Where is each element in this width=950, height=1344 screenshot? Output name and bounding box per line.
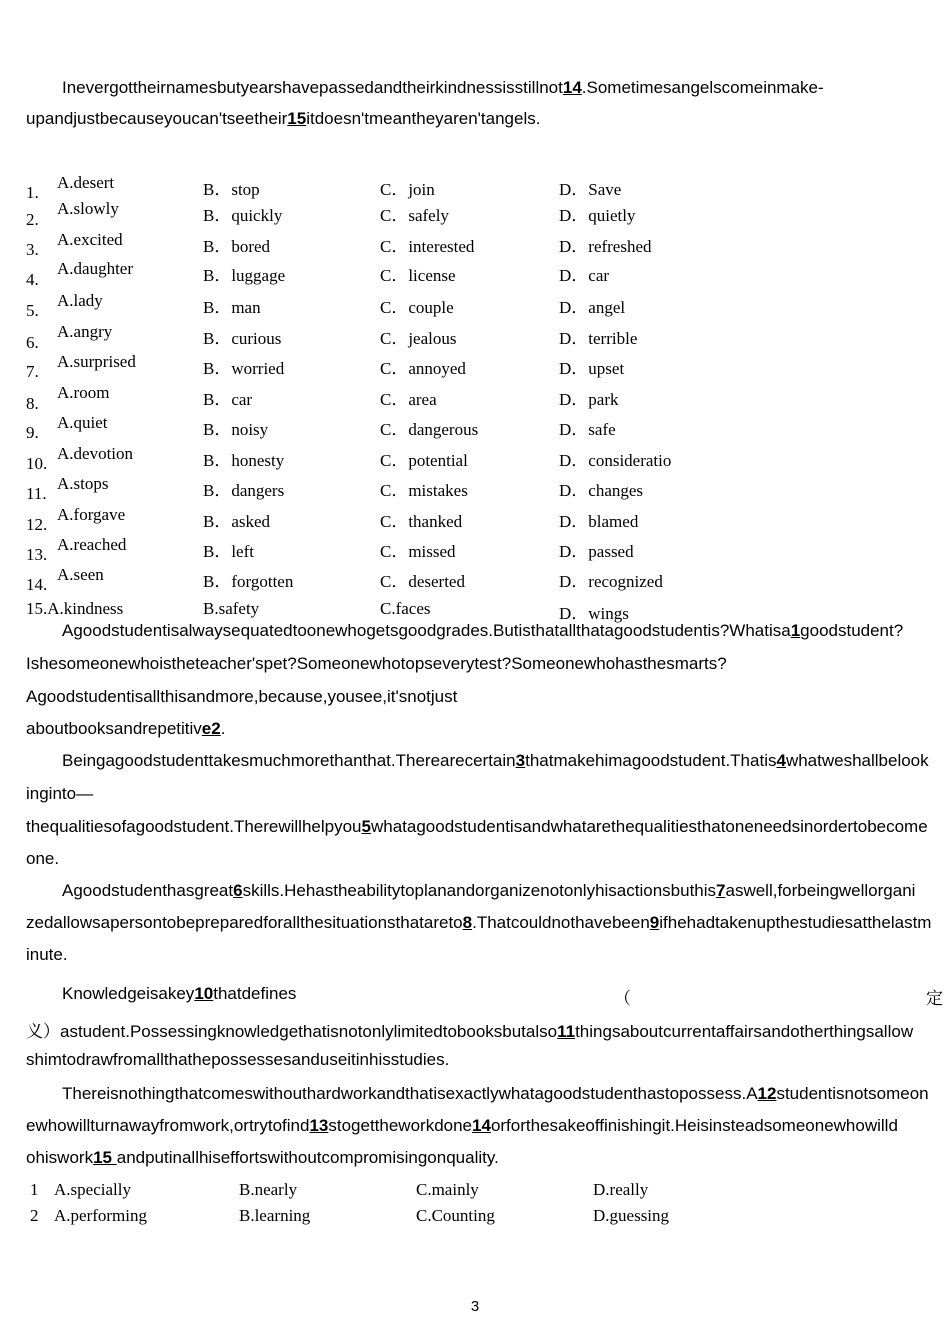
question-number: 2 <box>30 1206 39 1225</box>
option-d[interactable]: D．car <box>559 266 610 285</box>
option-b[interactable]: B．noisy <box>203 420 269 439</box>
option-a[interactable]: A.desert <box>57 173 115 192</box>
option-c[interactable]: C．annoyed <box>380 359 466 378</box>
passage2-p5-line2: ewhowillturnawayfromwork,ortrytofind13stogettheworkdone14orforthesakeoffinishingit.Heisinsteadsomeonewhowilld <box>26 1116 898 1135</box>
option-d[interactable]: D．upset <box>559 359 625 378</box>
option-b[interactable]: B．worried <box>203 359 285 378</box>
question-number: 1. <box>26 183 39 202</box>
option-b[interactable]: B．curious <box>203 329 282 348</box>
option-d[interactable]: D.really <box>593 1180 649 1199</box>
blank-12[interactable]: 12 <box>757 1084 777 1103</box>
option-c[interactable]: C．area <box>380 390 437 409</box>
option-b[interactable]: B．quickly <box>203 206 283 225</box>
option-d[interactable]: D．recognized <box>559 572 663 591</box>
question-row-7 <box>0 352 950 381</box>
question-row-13 <box>0 535 950 559</box>
blank-11[interactable]: 11 <box>557 1022 576 1041</box>
passage2-p1-line4: aboutbooksandrepetitive2. <box>26 719 226 738</box>
option-b[interactable]: B．dangers <box>203 481 285 500</box>
blank-9[interactable]: 9 <box>649 913 660 932</box>
passage2-p4-line1: Knowledgeisakey10thatdefines <box>62 984 297 1003</box>
chinese-ding: 定 <box>926 989 943 1008</box>
question-row-9 <box>0 413 950 442</box>
option-d[interactable]: D．angel <box>559 298 626 317</box>
option-a[interactable]: A.forgave <box>57 505 126 524</box>
option-c[interactable]: C.Counting <box>416 1206 495 1225</box>
passage2-p1-line1: Agoodstudentisalwaysequatedtoonewhogetsgoodgrades.Butisthatallthatagoodstudentis?Whatisa1goodstudent? <box>62 621 904 640</box>
option-a[interactable]: A.quiet <box>57 413 108 432</box>
option-c[interactable]: C.mainly <box>416 1180 479 1199</box>
question-number: 4. <box>26 270 39 289</box>
passage2-p1-line2: Ishesomeonewhoistheteacher'spet?Someonewhotopseverytest?Someonewhohasthesmarts? <box>26 654 727 673</box>
option-c[interactable]: C．missed <box>380 542 456 561</box>
passage1-line1: Inevergottheirnamesbutyearshavepassedandtheirkindnessisstillnot14.Sometimesangelscomeinmake- <box>62 78 824 97</box>
blank-14[interactable]: 14 <box>472 1116 491 1135</box>
question-number: 12. <box>26 515 48 531</box>
question-row-3 <box>0 230 950 259</box>
blank-13[interactable]: 13 <box>309 1116 329 1135</box>
option-d[interactable]: D．changes <box>559 481 644 500</box>
passage2-p3-line1: Agoodstudenthasgreat6skills.Hehastheabilitytoplanandorganizenotonlyhisactionsbuthis7aswell,forbeingwellorgani <box>62 881 916 900</box>
question-15-a[interactable]: 15.A.kindness <box>26 599 124 618</box>
question-row-5 <box>0 291 950 320</box>
option-d[interactable]: D．park <box>559 390 619 409</box>
option-b[interactable]: B．honesty <box>203 451 285 470</box>
question-number: 9. <box>26 423 39 442</box>
question-number: 5. <box>26 301 39 320</box>
option-b[interactable]: B．forgotten <box>203 572 294 591</box>
option-a[interactable]: A.reached <box>57 535 127 554</box>
option-c[interactable]: C.faces <box>380 599 431 618</box>
passage2-p4-line2: 义）astudent.Possessingknowledgethatisnotonlylimitedtobooksbutalso11thingsaboutcurrentaffairsandotherthingsallow <box>26 1022 914 1041</box>
option-d[interactable]: D．terrible <box>559 329 638 348</box>
question-number: 7. <box>26 362 39 381</box>
question-row-12 <box>0 505 950 529</box>
blank-10[interactable]: 10 <box>194 984 214 1003</box>
question-number: 1 <box>30 1180 39 1199</box>
blank-15[interactable]: 15 <box>287 109 307 128</box>
blank-5[interactable]: 5 <box>361 817 371 836</box>
question-row-1 <box>0 173 950 202</box>
question-row-2 <box>0 199 950 229</box>
option-c[interactable]: C．license <box>380 266 456 285</box>
passage2-p5-line3: ohiswork15 andputinallhiseffortswithoutcompromisingonquality. <box>26 1148 499 1167</box>
option-b[interactable]: B.learning <box>239 1206 311 1225</box>
passage2-p2-line4: one. <box>26 849 60 868</box>
option-a[interactable]: A.devotion <box>57 444 134 463</box>
option-a[interactable]: A.slowly <box>57 199 119 218</box>
option-c[interactable]: C．dangerous <box>380 420 479 439</box>
option-b[interactable]: B．man <box>203 298 261 317</box>
question-number: 11. <box>26 484 47 500</box>
blank-2[interactable]: e2 <box>201 719 221 738</box>
question-number: 2. <box>26 210 39 229</box>
question-number: 10. <box>26 454 48 470</box>
blank-7[interactable]: 7 <box>716 881 726 900</box>
option-a[interactable]: A.lady <box>57 291 103 310</box>
option-b[interactable]: B.nearly <box>239 1180 298 1199</box>
option-b[interactable]: B．car <box>203 390 253 409</box>
option-b[interactable]: B．luggage <box>203 266 286 285</box>
option-a[interactable]: A.angry <box>57 322 113 341</box>
question-row-4 <box>0 259 950 289</box>
passage2-p2-line3: thequalitiesofagoodstudent.Therewillhelpyou5whatagoodstudentisandwhatarethequalitiesthatoneneedsinordertobecome <box>26 817 928 836</box>
option-d[interactable]: D．passed <box>559 542 634 561</box>
option-c[interactable]: C．join <box>380 180 435 199</box>
blank-4[interactable]: 4 <box>776 751 786 770</box>
option-d[interactable]: D．consideratio <box>559 451 672 470</box>
blank-3[interactable]: 3 <box>515 751 526 770</box>
question-number: 14. <box>26 575 48 591</box>
option-b[interactable]: B．left <box>203 542 254 561</box>
option-a[interactable]: A.excited <box>57 230 123 249</box>
blank-6[interactable]: 6 <box>233 881 243 900</box>
passage2-p2-line2: inginto— <box>26 784 94 803</box>
passage2-p3-line2: zedallowsapersontobepreparedforallthesituationsthataretо8.Thatcouldnothavebeen9ifhehadtakenupthestudiesatthelastm <box>26 913 932 932</box>
option-d[interactable]: D．wings <box>559 604 629 623</box>
question2-row-1 <box>0 1180 950 1204</box>
blank-1[interactable]: 1 <box>790 621 801 640</box>
question-number: 6. <box>26 333 39 352</box>
option-d[interactable]: D．quietly <box>559 206 636 225</box>
paren-open: （ <box>614 989 631 1008</box>
question-row-11 <box>0 474 950 498</box>
passage2-p2-line1: Beingagoodstudenttakesmuchmorethanthat.Therearecertain3thatmakehimagoodstudent.Thatis4whatweshallbelook <box>62 751 929 770</box>
option-c[interactable]: C．couple <box>380 298 454 317</box>
question-number: 3. <box>26 240 39 259</box>
option-d[interactable]: D．safe <box>559 420 616 439</box>
option-d[interactable]: D．Save <box>559 180 622 199</box>
option-b[interactable]: B．bored <box>203 237 271 256</box>
option-d[interactable]: D.guessing <box>593 1206 670 1225</box>
question-number: 8. <box>26 394 39 413</box>
blank-14[interactable]: 14 <box>562 78 582 97</box>
option-c[interactable]: C．mistakes <box>380 481 468 500</box>
question-row-14 <box>0 565 950 589</box>
option-c[interactable]: C．interested <box>380 237 475 256</box>
option-a[interactable]: A.specially <box>54 1180 131 1199</box>
question-row-15 <box>0 599 950 623</box>
option-a[interactable]: A.room <box>57 383 110 402</box>
passage2-p4-line3: shimtodrawfromallthathepossessesanduseitinhisstudies. <box>26 1050 450 1069</box>
option-a[interactable]: A.performing <box>54 1206 148 1225</box>
passage2-p1-line3: Agoodstudentisallthisandmore,because,yousee,it'snotjust <box>26 687 458 706</box>
passage2-p5-line1: Thereisnothingthatcomeswithouthardworkandthatisexactlywhatagoodstudenthastopossess.A12studentisnotsomeon <box>62 1084 929 1103</box>
option-d[interactable]: D．blamed <box>559 512 639 531</box>
option-c[interactable]: C．safely <box>380 206 449 225</box>
question-row-6 <box>0 322 950 352</box>
option-c[interactable]: C．jealous <box>380 329 457 348</box>
passage1-line2: upandjustbecauseyoucan'tseetheir15itdoesn'tmeantheyaren'tangels. <box>26 109 541 128</box>
option-c[interactable]: C．thanked <box>380 512 463 531</box>
option-a[interactable]: A.stops <box>57 474 109 493</box>
option-b[interactable]: B．asked <box>203 512 271 531</box>
question-row-10 <box>0 444 950 468</box>
option-b[interactable]: B．stop <box>203 180 260 199</box>
option-a[interactable]: A.surprised <box>57 352 136 371</box>
option-a[interactable]: A.seen <box>57 565 104 584</box>
question-row-8 <box>0 383 950 413</box>
passage2-p3-line3: inute. <box>26 945 68 964</box>
blank-15[interactable]: 15 <box>93 1148 117 1167</box>
option-b[interactable]: B.safety <box>203 599 260 618</box>
question-number: 13. <box>26 545 48 561</box>
option-a[interactable]: A.daughter <box>57 259 134 278</box>
blank-8[interactable]: 8 <box>462 913 473 932</box>
option-c[interactable]: C．potential <box>380 451 468 470</box>
question2-row-2 <box>0 1206 950 1230</box>
option-c[interactable]: C．deserted <box>380 572 465 591</box>
page-number: 3 <box>470 1298 480 1315</box>
option-d[interactable]: D．refreshed <box>559 237 652 256</box>
